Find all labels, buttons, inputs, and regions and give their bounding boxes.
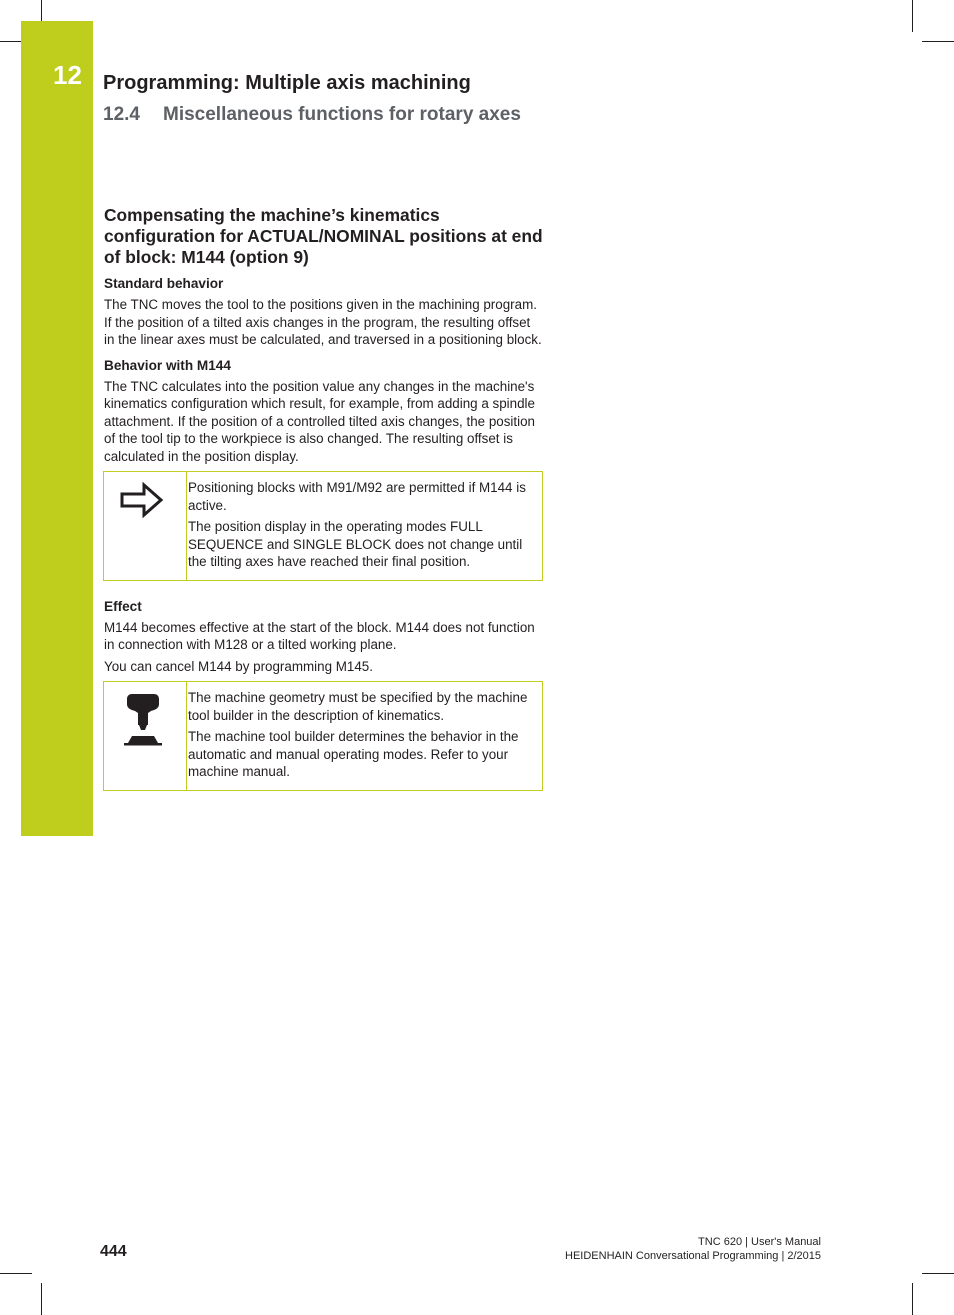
info-note — [103, 471, 543, 581]
chapter-number: 12 — [53, 60, 82, 90]
note-text: The machine tool builder determines the behavior in the automatic and manual operating modes. Refer to your machine manual. — [188, 729, 519, 779]
section-title: Miscellaneous functions for rotary axes — [163, 104, 521, 125]
section-heading — [103, 104, 521, 126]
footer-line: TNC 620 | User's Manual — [698, 1236, 821, 1248]
crop-mark — [922, 41, 954, 42]
crop-mark — [922, 1273, 954, 1274]
crop-mark — [912, 1283, 913, 1315]
page-number: 444 — [100, 1243, 127, 1260]
crop-mark — [41, 1283, 42, 1315]
note-text: Positioning blocks with M91/M92 are permitted if M144 is active. — [188, 480, 526, 513]
effect-heading: Effect — [104, 598, 142, 614]
section-number: 12.4 — [103, 104, 140, 125]
standard-behavior-heading: Standard behavior — [104, 276, 224, 291]
standard-behavior-text: The TNC moves the tool to the positions given in the machining program. If the position of a tilted axis changes in the program, the resulting offset in the linear axes must be calculated, and traversed in a positioning block. — [104, 297, 542, 347]
machine-tool-icon — [124, 692, 162, 748]
machine-note — [103, 681, 543, 791]
m144-behavior-text: The TNC calculates into the position value any changes in the machine's kinematics configuration which result, for example, from adding a spindle attachment. If the position of a controlled tilted axis changes, the position of the tool tip to the workpiece is also changed. The resulting offset is calculated in the position display. — [104, 378, 535, 464]
effect-text: You can cancel M144 by programming M145. — [104, 658, 373, 674]
footer-info — [565, 1235, 821, 1263]
arrow-right-icon — [120, 482, 164, 518]
m144-behavior-heading: Behavior with M144 — [104, 357, 231, 373]
main-content — [104, 205, 544, 791]
note-text: The position display in the operating modes FULL SEQUENCE and SINGLE BLOCK does not change until the tilting axes have reached their final position. — [188, 519, 523, 569]
effect-text: M144 becomes effective at the start of the block. M144 does not function in connection with M128 or a tilted working plane. — [104, 619, 535, 652]
topic-heading: Compensating the machine’s kinematics configuration for ACTUAL/NOMINAL positions at end of block: M144 (option 9) — [104, 205, 543, 267]
crop-mark — [912, 0, 913, 32]
note-text: The machine geometry must be specified by the machine tool builder in the description of kinematics. — [188, 690, 528, 723]
chapter-tab-bar — [21, 21, 93, 836]
footer-line: HEIDENHAIN Conversational Programming | 2/2015 — [565, 1250, 821, 1262]
crop-mark — [0, 1273, 32, 1274]
chapter-title: Programming: Multiple axis machining — [103, 72, 471, 94]
